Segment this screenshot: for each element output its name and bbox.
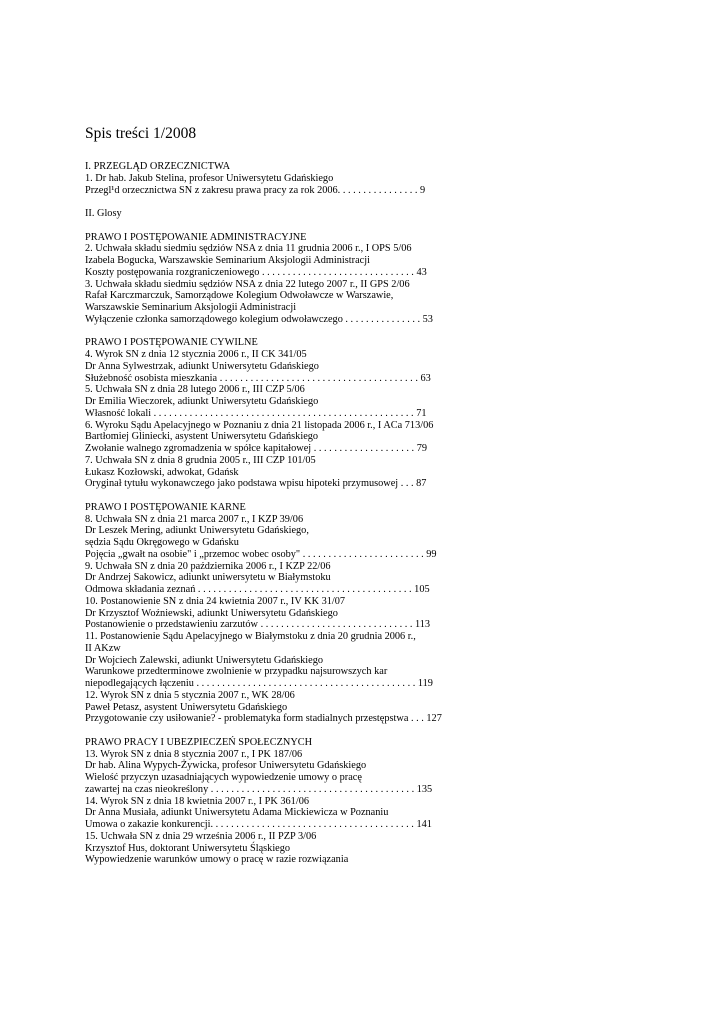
toc-line: Dr Anna Sylwestrzak, adiunkt Uniwersytetu Gdańskiego [85, 360, 319, 372]
toc-line: Dr Wojciech Zalewski, adiunkt Uniwersytetu Gdańskiego [85, 654, 324, 666]
toc-line: Dr Emilia Wieczorek, adiunkt Uniwersytetu Gdańskiego [85, 396, 319, 407]
toc-line: PRAWO I POSTĘPOWANIE CYWILNE [85, 337, 258, 349]
blank-line [85, 220, 645, 232]
toc-line: Służebność osobista mieszkania . . . . . . . . . . . . . . . . . . . . . . . . . . . . . . . . . . . . . . . 63 [85, 372, 431, 384]
toc-line: Dr Andrzej Sakowicz, adiunkt uniwersytetu w Białymstoku [85, 572, 331, 584]
toc-line: Krzysztof Hus, doktorant Uniwersytetu Śląskiego [85, 842, 291, 854]
toc-line: 10. Postanowienie SN z dnia 24 kwietnia 2007 r., IV KK 31/07 [85, 595, 346, 607]
blank-line [85, 196, 645, 208]
toc-line: PRAWO PRACY I UBEZPIECZEŃ SPOŁECZNYCH [85, 736, 313, 748]
toc-line: 12. Wyrok SN z dnia 5 stycznia 2007 r., WK 28/06 [85, 689, 295, 701]
toc-line: Warszawskie Seminarium Aksjologii Administracji [85, 302, 297, 313]
toc-line: 2. Uchwała składu siedmiu sędziów NSA z dnia 11 grudnia 2006 r., I OPS 5/06 [85, 243, 412, 255]
toc-line: PRAWO I POSTĘPOWANIE KARNE [85, 501, 246, 513]
toc-line: 13. Wyrok SN z dnia 8 stycznia 2007 r., I PK 187/06 [85, 748, 303, 760]
table-of-contents [85, 124, 645, 866]
toc-line: Izabela Bogucka, Warszawskie Seminarium Aksjologii Administracji [85, 255, 370, 266]
blank-line [85, 326, 645, 338]
toc-line: 15. Uchwała SN z dnia 29 września 2006 r., II PZP 3/06 [85, 830, 317, 842]
toc-line: Dr Leszek Mering, adiunkt Uniwersytetu Gdańskiego, [85, 525, 309, 537]
toc-line: II AKzw [85, 642, 121, 654]
toc-line: Dr Krzysztof Woźniewski, adiunkt Uniwersytetu Gdańskiego [85, 607, 338, 619]
toc-line: Warunkowe przedterminowe zwolnienie w przypadku najsurowszych kar [85, 666, 388, 678]
toc-line: Własność lokali . . . . . . . . . . . . . . . . . . . . . . . . . . . . . . . . . . . . . . . . . . . . . . . . . . . 71 [85, 407, 427, 419]
toc-line: Przygotowanie czy usiłowanie? - problematyka form stadialnych przestępstwa . . . 127 [85, 713, 442, 725]
toc-line: Dr Anna Musiała, adiunkt Uniwersytetu Adama Mickiewicza w Poznaniu [85, 807, 389, 819]
toc-line: Oryginał tytułu wykonawczego jako podstawa wpisu hipoteki przymusowej . . . 87 [85, 478, 427, 490]
toc-line: 7. Uchwała SN z dnia 8 grudnia 2005 r., III CZP 101/05 [85, 454, 316, 466]
blank-line [85, 490, 645, 502]
toc-line: II. Glosy [85, 208, 122, 219]
toc-line: Odmowa składania zeznań . . . . . . . . . . . . . . . . . . . . . . . . . . . . . . . . . . . . . . . . . . 105 [85, 584, 430, 595]
toc-line: Przegl¹d orzecznictwa SN z zakresu prawa pracy za rok 2006. . . . . . . . . . . . . . . . 9 [85, 184, 426, 196]
toc-line: 6. Wyroku Sądu Apelacyjnego w Poznaniu z dnia 21 listopada 2006 r., I ACa 713/06 [85, 419, 434, 431]
toc-line: Postanowienie o przedstawieniu zarzutów . . . . . . . . . . . . . . . . . . . . . . . . . . . . . . 113 [85, 619, 431, 631]
toc-line: 9. Uchwała SN z dnia 20 października 2006 r., I KZP 22/06 [85, 560, 331, 572]
toc-line: Wyłączenie członka samorządowego kolegium odwoławczego . . . . . . . . . . . . . . . 53 [85, 313, 433, 325]
toc-line: Wypowiedzenie warunków umowy o pracę w razie rozwiązania [85, 854, 349, 866]
toc-line: niepodlegających łączeniu . . . . . . . . . . . . . . . . . . . . . . . . . . . . . . . . . . . . . . . . . . . 119 [85, 678, 433, 689]
toc-line: 5. Uchwała SN z dnia 28 lutego 2006 r., III CZP 5/06 [85, 384, 305, 396]
toc-line: 8. Uchwała SN z dnia 21 marca 2007 r., I KZP 39/06 [85, 513, 304, 525]
toc-line: Paweł Petasz, asystent Uniwersytetu Gdańskiego [85, 701, 288, 713]
toc-line: Pojęcia „gwałt na osobie" i „przemoc wobec osoby" . . . . . . . . . . . . . . . . . . . . . . . . 99 [85, 548, 437, 560]
toc-line: Bartłomiej Gliniecki, asystent Uniwersytetu Gdańskiego [85, 431, 319, 443]
toc-line: Wielość przyczyn uzasadniających wypowiedzenie umowy o pracę [85, 772, 362, 783]
toc-line: 14. Wyrok SN z dnia 18 kwietnia 2007 r., I PK 361/06 [85, 795, 309, 807]
toc-line: I. PRZEGLĄD ORZECZNICTWA [85, 161, 231, 172]
toc-lines [85, 161, 645, 866]
toc-line: 11. Postanowienie Sądu Apelacyjnego w Białymstoku z dnia 20 grudnia 2006 r., [85, 631, 416, 642]
toc-line: 1. Dr hab. Jakub Stelina, profesor Uniwersytetu Gdańskiego [85, 172, 334, 184]
page-title: Spis treści 1/2008 [85, 125, 197, 142]
toc-line: Rafał Karczmarczuk, Samorządowe Kolegium Odwoławcze w Warszawie, [85, 290, 394, 302]
blank-line [85, 725, 645, 737]
toc-line: Koszty postępowania rozgraniczeniowego . . . . . . . . . . . . . . . . . . . . . . . . . . . . . . 43 [85, 266, 427, 278]
toc-line: sędzia Sądu Okręgowego w Gdańsku [85, 537, 239, 548]
toc-line: zawartej na czas nieokreślony . . . . . . . . . . . . . . . . . . . . . . . . . . . . . . . . . . . . . . . . 135 [85, 783, 433, 795]
toc-line: Umowa o zakazie konkurencji. . . . . . . . . . . . . . . . . . . . . . . . . . . . . . . . . . . . . . . . 141 [85, 819, 432, 830]
toc-line: Łukasz Kozłowski, adwokat, Gdańsk [85, 466, 239, 478]
toc-line: Zwołanie walnego zgromadzenia w spółce kapitałowej . . . . . . . . . . . . . . . . . . . . 79 [85, 443, 427, 454]
toc-line: 3. Uchwała składu siedmiu sędziów NSA z dnia 22 lutego 2007 r., II GPS 2/06 [85, 278, 410, 290]
toc-line: Dr hab. Alina Wypych-Żywicka, profesor Uniwersytetu Gdańskiego [85, 760, 367, 772]
toc-line: PRAWO I POSTĘPOWANIE ADMINISTRACYJNE [85, 231, 307, 243]
toc-line: 4. Wyrok SN z dnia 12 stycznia 2006 r., II CK 341/05 [85, 349, 307, 360]
